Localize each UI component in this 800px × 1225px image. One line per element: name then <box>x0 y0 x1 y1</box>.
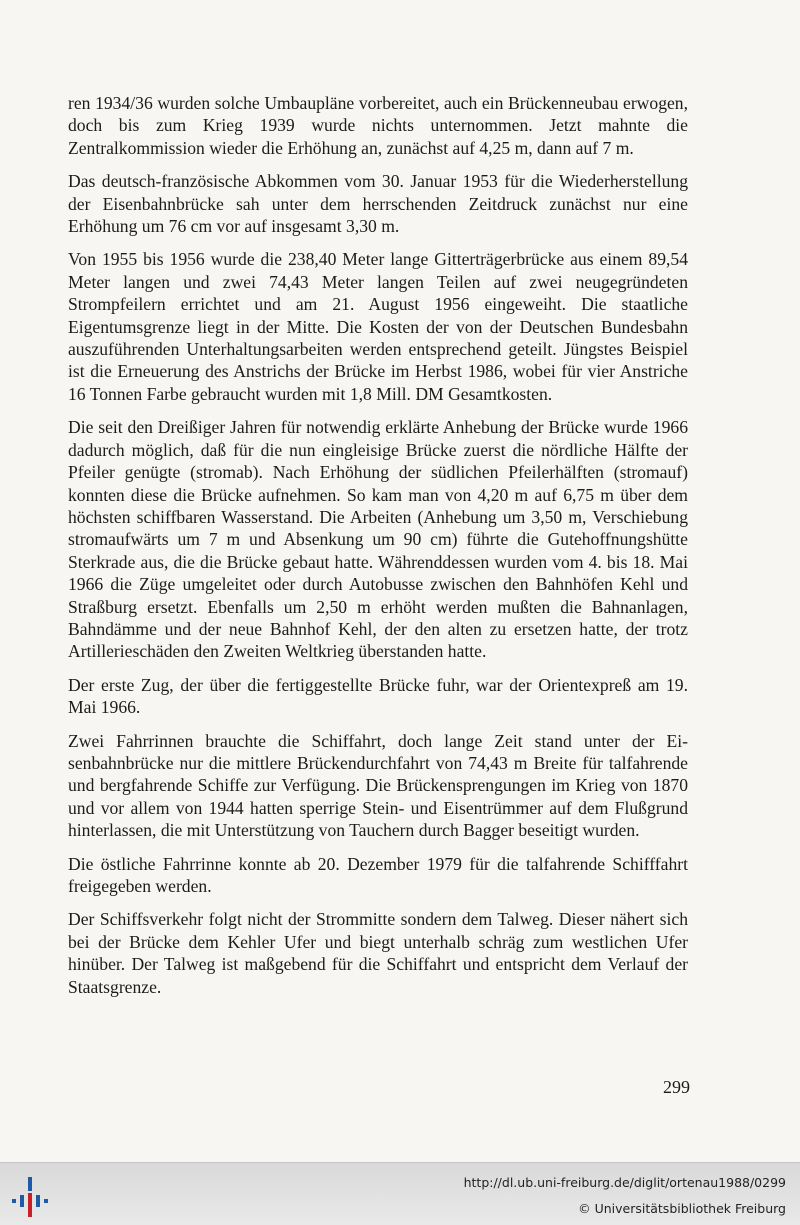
ub-freiburg-logo-icon[interactable] <box>8 1175 52 1219</box>
footer-url-link[interactable]: http://dl.ub.uni-freiburg.de/diglit/ortenau1988/0299 <box>463 1175 786 1190</box>
paragraph-3: Von 1955 bis 1956 wurde die 238,40 Meter lange Gitterträgerbrücke aus einem 89,54 Meter langen und zwei 74,43 Meter langen Teilen auf zwei neugegründeten Strompfeilern errichtet und am 21. August 1956 eingeweiht. Die staatliche Eigentumsgrenze liegt in der Mitte. Die Kosten der von der Deutschen Bundesbahn auszuführenden Unterhaltungsarbeiten werden entsprechend geteilt. Jüngstes Beispiel ist die Erneuerung des Anstrichs der Brücke im Herbst 1986, wobei für vier Anstriche 16 Tonnen Farbe gebraucht wurden mit 1,8 Mill. DM Gesamtkosten. <box>68 249 688 404</box>
paragraph-1: ren 1934/36 wurden solche Umbaupläne vorbereitet, auch ein Brückenneubau erwogen, doch bis zum Krieg 1939 wurde nichts unternommen. Jetzt mahnte die Zentralkommission wieder die Erhöhung an, zunächst auf 4,25 m, dann auf 7 m. <box>68 93 688 158</box>
footer-copyright: © Universitätsbibliothek Freiburg <box>578 1201 786 1216</box>
page-number: 299 <box>663 1077 690 1097</box>
paragraph-7: Die östliche Fahrrinne konnte ab 20. Dezember 1979 für die talfahrende Schifffahrt freigegeben werden. <box>68 853 688 896</box>
paragraph-6: Zwei Fahrrinnen brauchte die Schiffahrt, doch lange Zeit stand unter der Eisenbahnbrücke nur die mittlere Brückendurchfahrt von 74,43 m Breite für talfahrende und bergfahrende Schiffe zur Verfügung. Die Brückensprengungen im Krieg von 1870 und vor allem von 1944 hatten sperrige Stein- und Eisentrümmer auf dem Flußgrund hinterlassen, die mit Unterstützung von Tauchern durch Bagger beseitigt wurden. <box>68 730 688 841</box>
paragraph-4: Die seit den Dreißiger Jahren für notwendig erklärte Anhebung der Brücke wurde 1966 dadurch möglich, daß für die nun eingleisige Brücke zuerst die nördliche Hälfte der Pfeiler genügte (stromab). Nach Erhöhung der südlichen Pfeilerhälften (stromauf) konnten diese die Brücke aufnehmen. So kam man von 4,20 m auf 6,75 m über dem höchsten schiffbaren Wasserstand. Die Arbeiten (Anhebung um 3,50 m, Verschiebung stromaufwärts um 7 m und Absenkung um 90 cm) führte die Gutehoffnungshütte Sterkrade aus, die die Brücke gebaut hatte. Währenddessen wurden vom 4. bis 18. Mai 1966 die Züge umgeleitet oder durch Autobusse zwischen den Bahnhöfen Kehl und Straßburg ersetzt. Ebenfalls um 2,50 m erhöht werden mußten die Bahnanlagen, Bahndämme und der neue Bahnhof Kehl, der den alten zu ersetzen hatte, der trotz Artillerieschäden den Zweiten Weltkrieg überstanden hatte. <box>68 417 688 662</box>
paragraph-8: Der Schiffsverkehr folgt nicht der Strommitte sondern dem Talweg. Dieser nähert sich bei der Brücke dem Kehler Ufer und biegt unterhalb schräg zum westlichen Ufer hinüber. Der Talweg ist maßgebend für die Schiffahrt und entspricht dem Verlauf der Staatsgrenze. <box>68 909 688 997</box>
body-text <box>68 92 688 1009</box>
paragraph-5: Der erste Zug, der über die fertiggestellte Brücke fuhr, war der Orientexpreß am 19. Mai 1966. <box>68 674 688 718</box>
paragraph-2: Das deutsch-französische Abkommen vom 30. Januar 1953 für die Wiederherstellung der Eisenbahnbrücke sah unter dem herrschenden Zeitdruck zunächst nur eine Erhöhung um 76 cm vor auf insgesamt 3,30 m. <box>68 171 688 237</box>
footer-bar <box>0 1162 800 1225</box>
